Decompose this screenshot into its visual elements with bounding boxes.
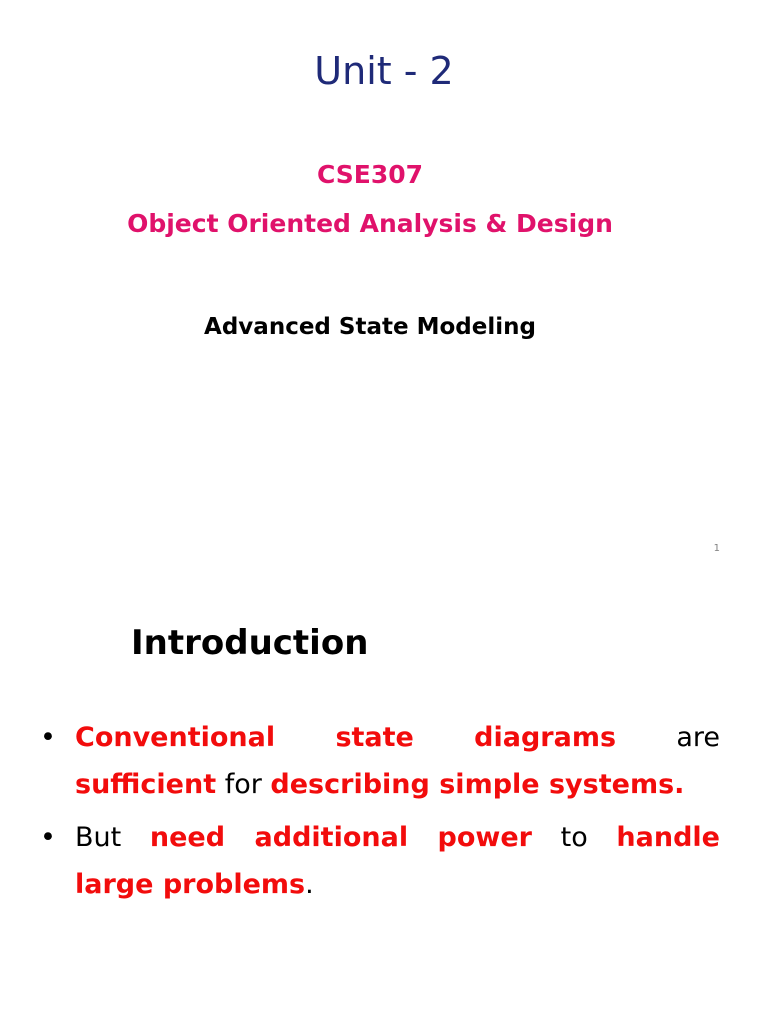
bullet-text: large problems (75, 869, 306, 900)
bullet-icon: • (40, 822, 56, 853)
bullet-line (75, 714, 720, 761)
bullet-text: state (335, 722, 414, 753)
bullet-item (40, 814, 720, 908)
introduction-slide (0, 576, 768, 1024)
bullet-text: for (224, 769, 262, 800)
bullet-text: . (305, 869, 314, 900)
slide-heading: Introduction (131, 623, 369, 663)
topic-title: Advanced State Modeling (204, 314, 536, 340)
course-name: Object Oriented Analysis & Design (127, 209, 613, 238)
bullet-text: handle (616, 822, 720, 853)
bullet-text: to (560, 822, 588, 853)
slide-number: 1 (713, 543, 720, 554)
bullet-text: Conventional (75, 722, 276, 753)
bullet-list (40, 714, 720, 914)
bullet-text: sufficient (75, 769, 217, 800)
bullet-text: describing simple systems. (270, 769, 685, 800)
bullet-text: need additional power (149, 822, 532, 853)
bullet-text: diagrams (474, 722, 617, 753)
bullet-text: are (676, 722, 720, 753)
bullet-line (75, 814, 720, 861)
bullet-icon: • (40, 722, 56, 753)
course-code: CSE307 (316, 160, 424, 189)
bullet-text: But (75, 822, 122, 853)
unit-title: Unit - 2 (314, 49, 454, 93)
bullet-line (75, 761, 720, 808)
bullet-line (75, 861, 720, 908)
bullet-item (40, 714, 720, 808)
